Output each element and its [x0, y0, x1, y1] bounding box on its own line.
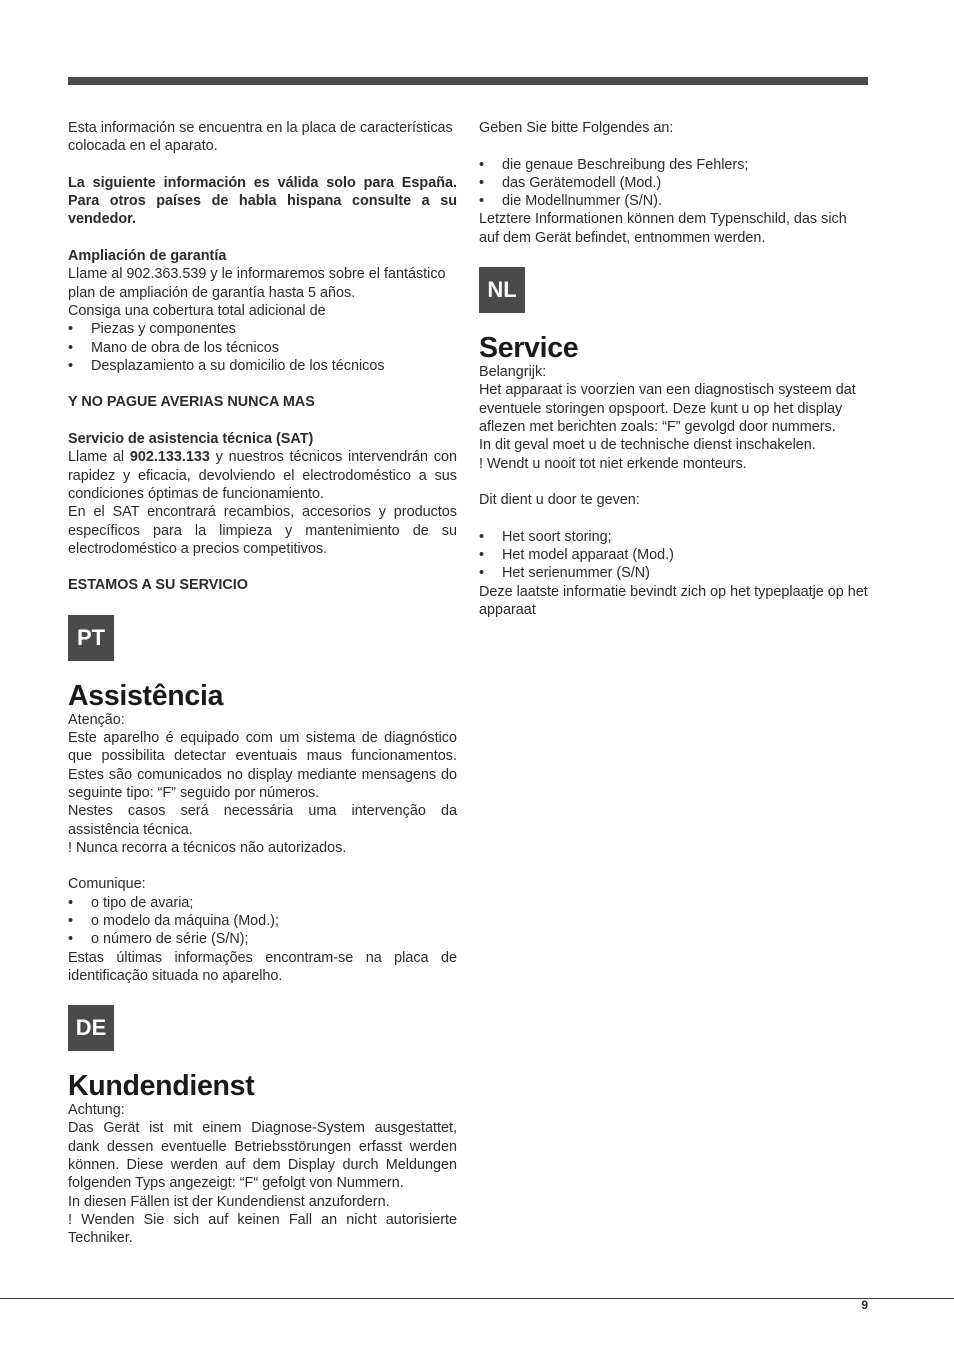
es-sat-call-post: y nuestros técnicos intervendrán con rapidez y eficacia, devolviendo el electrodoméstico a sus condiciones óptimas de funcionamiento.	[68, 449, 457, 502]
es-sat-call	[68, 448, 457, 503]
list-item: • o tipo de avaria;	[68, 894, 457, 912]
nl-language-badge: NL	[479, 267, 525, 313]
list-item: • Het serienummer (S/N)	[479, 564, 868, 582]
es-slogan: Y NO PAGUE AVERIAS NUNCA MAS	[68, 394, 315, 411]
pt-attention: Atenção:	[68, 711, 125, 728]
list-item: • Desplazamiento a su domicilio de los técnicos	[68, 357, 457, 375]
right-column	[479, 119, 868, 619]
de-paragraph-2: In diesen Fällen ist der Kundendienst anzufordern.	[68, 1193, 390, 1210]
list-item: • das Gerätemodell (Mod.)	[479, 174, 868, 192]
pt-language-badge: PT	[68, 615, 114, 661]
pt-warning: ! Nunca recorra a técnicos não autorizados.	[68, 839, 347, 856]
nl-section-title: Service	[479, 332, 579, 365]
es-sat-title: Servicio de asistencia técnica (SAT)	[68, 431, 314, 448]
nl-paragraph: Het apparaat is voorzien van een diagnostisch systeem dat eventuele storingen opspoort. Deze kunt u op het display aflezen met berichten zoals: “F” gevolgd door nummers.	[479, 382, 856, 435]
list-item: • Het soort storing;	[479, 528, 868, 546]
es-sat-phone: 902.133.133	[129, 449, 210, 466]
de-warning: ! Wenden Sie sich auf keinen Fall an nicht autorisierte Techniker.	[68, 1211, 457, 1247]
nl-paragraph-3: Deze laatste informatie bevindt zich op het typeplaatje op het apparaat	[479, 583, 868, 618]
page-number: 9	[861, 1298, 868, 1312]
nl-list	[479, 528, 868, 583]
list-item: • die genaue Beschreibung des Fehlers;	[479, 156, 868, 174]
pt-section-title: Assistência	[68, 679, 224, 712]
es-warranty-list	[68, 320, 457, 375]
nl-attention: Belangrijk:	[479, 364, 547, 381]
de-list	[479, 156, 868, 211]
es-sat-text: En el SAT encontrará recambios, accesorios y productos específicos para la limpieza y mantenimiento de su electrodoméstico a precios competitivos.	[68, 504, 457, 557]
list-item: • Het model apparaat (Mod.)	[479, 546, 868, 564]
es-closing: ESTAMOS A SU SERVICIO	[68, 577, 248, 594]
list-item: • o número de série (S/N);	[68, 930, 457, 948]
list-item: • die Modellnummer (S/N).	[479, 192, 868, 210]
es-sat-call-pre: Llame al	[68, 449, 130, 466]
footer-rule	[0, 1298, 954, 1299]
de-section-title: Kundendienst	[68, 1070, 255, 1103]
de-attention: Achtung:	[68, 1102, 125, 1119]
nl-give: Dit dient u door te geven:	[479, 492, 640, 509]
pt-paragraph-2: Nestes casos será necessária uma intervenção da assistência técnica.	[68, 803, 457, 838]
de-give: Geben Sie bitte Folgendes an:	[479, 120, 674, 136]
top-bar	[68, 77, 868, 85]
pt-list	[68, 894, 457, 949]
list-item: • Mano de obra de los técnicos	[68, 339, 457, 357]
list-item: • Piezas y componentes	[68, 320, 457, 338]
pt-paragraph-3: Estas últimas informações encontram-se na placa de identificação situada no aparelho.	[68, 949, 457, 984]
list-item: • o modelo da máquina (Mod.);	[68, 912, 457, 930]
pt-paragraph: Este aparelho é equipado com um sistema de diagnóstico que possibilita detectar eventuais maus funcionamentos. Estes são comunicados no display mediante mensagens do seguinte tipo: “F” seguido por números.	[68, 730, 457, 801]
nl-paragraph-2: In dit geval moet u de technische dienst inschakelen.	[479, 437, 816, 454]
de-paragraph: Das Gerät ist mit einem Diagnose-System ausgestattet, dank dessen eventuelle Betriebsstörungen erfasst werden können. Diese werden auf dem Display durch Meldungen folgenden Typs angezeigt: “F“ gefolgt von Nummern.	[68, 1120, 457, 1192]
es-warranty-title: Ampliación de garantía	[68, 248, 227, 265]
es-notice: La siguiente información es válida solo para España. Para otros países de habla hispana consulte a su vendedor.	[68, 174, 457, 228]
es-warranty-text: Llame al 902.363.539 y le informaremos sobre el fantástico plan de ampliación de garantía hasta 5 años.	[68, 266, 446, 301]
es-intro: Esta información se encuentra en la placa de características colocada en el aparato.	[68, 120, 453, 155]
de-language-badge: DE	[68, 1005, 114, 1051]
left-column	[68, 119, 457, 1248]
es-warranty-text-2: Consiga una cobertura total adicional de	[68, 302, 326, 319]
pt-communicate: Comunique:	[68, 876, 146, 893]
nl-warning: ! Wendt u nooit tot niet erkende monteurs.	[479, 455, 747, 472]
de-paragraph-3: Letztere Informationen können dem Typenschild, das sich auf dem Gerät befindet, entnommen werden.	[479, 211, 847, 246]
